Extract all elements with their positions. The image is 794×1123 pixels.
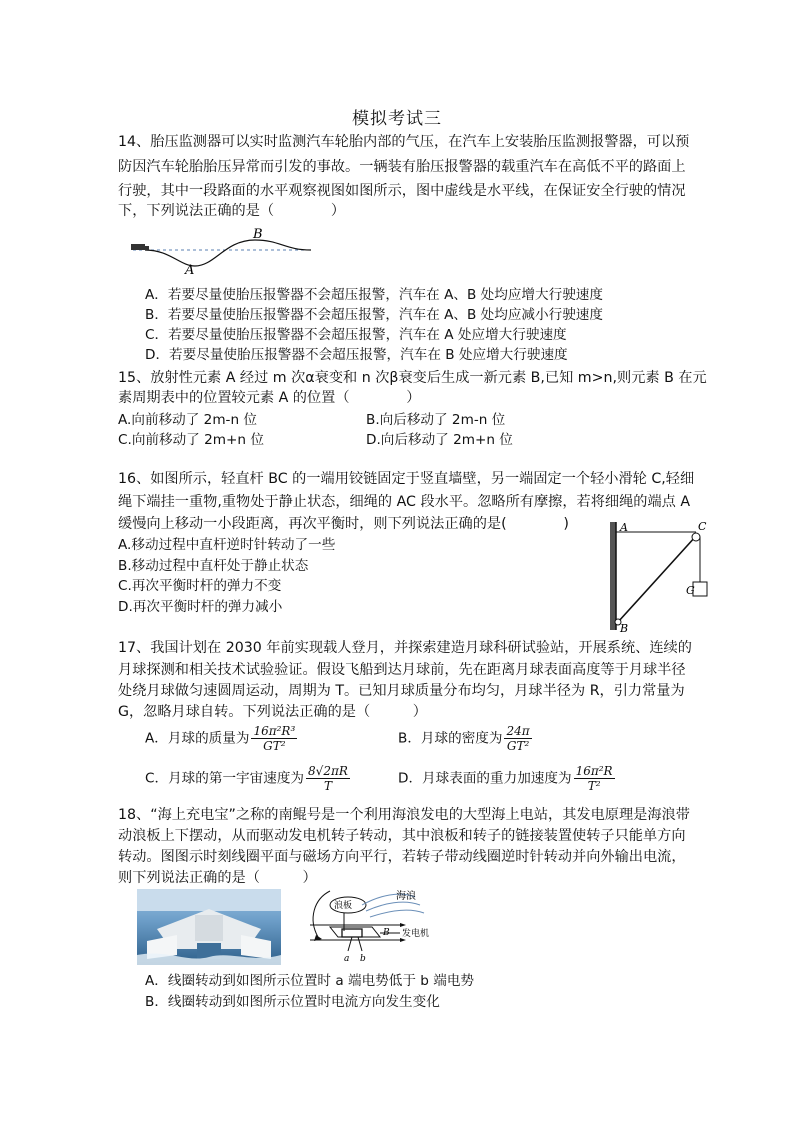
q17-option-a: A．月球的质量为 $\frac{\text{16π²R³}}{\text{GT²}}$ <box>145 724 296 753</box>
q16-option-d: D.再次平衡时杆的弹力减小 <box>118 599 283 615</box>
q17-option-c: C．月球的第一宇宙速度为 $\frac{8√2\pi R}{T}$ <box>145 764 348 793</box>
q14-line-1: 14、胎压监测器可以实时监测汽车轮胎内部的气压，在汽车上安装胎压监测报警器，可以预 <box>118 134 690 150</box>
q16-option-b: B.移动过程中直杆处于静止状态 <box>118 558 309 574</box>
q15-option-d: D.向后移动了 2m+n 位 <box>366 432 513 448</box>
svg-text:B: B <box>620 622 629 634</box>
q17-line-2: 月球探测和相关技术试验验证。假设飞船到达月球前，先在距离月球表面高度等于月球半径 <box>118 662 686 678</box>
q18-line-1: 18、“海上充电宝”之称的南鲲号是一个利用海浪发电的大型海上电站，其发电原理是海浪带 <box>118 807 690 823</box>
q18-line-2: 动浪板上下摆动，从而驱动发电机转子转动，其中浪板和转子的链接装置使转子只能单方向 <box>118 828 686 844</box>
svg-text:G: G <box>686 584 695 597</box>
svg-text:a: a <box>344 954 350 964</box>
weight-block <box>693 582 707 596</box>
q16-option-c: C.再次平衡时杆的弹力不变 <box>118 578 282 594</box>
q18-option-a: A．线圈转动到如图所示位置时 a 端电势低于 b 端电势 <box>145 973 475 989</box>
svg-text:B: B <box>383 928 390 938</box>
svg-text:b: b <box>360 954 366 964</box>
svg-text:C: C <box>698 520 707 533</box>
q18-line-4: 则下列说法正确的是（ ） <box>118 870 317 886</box>
q17-option-d: D．月球表面的重力加速度为 $\frac{\text{16π²R}}{\text{T²}}$ <box>398 764 613 793</box>
label-a: A <box>185 263 195 276</box>
q14-option-a: A．若要尽量使胎压报警器不会超压报警，汽车在 A、B 处均应增大行驶速度 <box>145 287 603 303</box>
svg-text:浪板: 浪板 <box>334 901 353 911</box>
rod-pulley-figure <box>598 518 748 634</box>
q15-option-c: C.向前移动了 2m+n 位 <box>118 432 264 448</box>
q14-option-c: C．若要尽量使胎压报警器不会超压报警，汽车在 A 处应增大行驶速度 <box>145 327 567 343</box>
q15-option-a: A.向前移动了 2m-n 位 <box>118 412 257 428</box>
power-station-photo <box>137 889 281 965</box>
q17-line-4: G，忽略月球自转。下列说法正确的是（ ） <box>118 704 427 720</box>
svg-text:A: A <box>620 521 628 534</box>
q17-line-3: 处绕月球做匀速圆周运动，周期为 T。已知月球质量分布均匀，月球半径为 R，引力常量为 <box>118 683 685 699</box>
q17-line-1: 17、我国计划在 2030 年前实现载人登月，并探索建造月球科研试验站，开展系统、连续的 <box>118 640 692 656</box>
q14-option-d: D．若要尽量使胎压报警器不会超压报警，汽车在 B 处应增大行驶速度 <box>145 347 568 363</box>
q14-option-b: B．若要尽量使胎压报警器不会超压报警，汽车在 A、B 处均应减小行驶速度 <box>145 307 603 323</box>
q18-line-3: 转动。图图示时刻线圈平面与磁场方向平行，若转子带动线圈逆时针转动并向外输出电流， <box>118 849 686 865</box>
coil-icon <box>342 929 362 937</box>
q14-line-3: 行驶，其中一段路面的水平观察视图如图所示，图中虚线是水平线，在保证安全行驶的情况 <box>118 183 686 199</box>
q16-line-1: 16、如图所示，轻直杆 BC 的一端用铰链固定于竖直墙壁，另一端固定一个轻小滑轮 C,轻细 <box>118 471 695 487</box>
truck-icon <box>131 244 145 250</box>
q15-line-2: 素周期表中的位置较元素 A 的位置（ ） <box>118 390 421 406</box>
page-title: 模拟考试三 <box>352 109 442 129</box>
q18-option-b: B．线圈转动到如图所示位置时电流方向发生变化 <box>145 994 440 1010</box>
q16-line-3: 缓慢向上移动一小段距离，再次平衡时，则下列说法正确的是( ) <box>118 516 569 532</box>
generator-diagram <box>300 885 450 967</box>
q14-line-4: 下，下列说法正确的是（ ） <box>118 203 346 219</box>
svg-text:海浪: 海浪 <box>396 891 416 902</box>
pulley-icon <box>692 533 700 541</box>
q16-line-2: 绳下端挂一重物,重物处于静止状态，细绳的 AC 段水平。忽略所有摩擦，若将细绳的端点 A <box>118 494 691 510</box>
q15-option-b: B.向后移动了 2m-n 位 <box>366 412 506 428</box>
q16-option-a: A.移动过程中直杆逆时针转动了一些 <box>118 537 336 553</box>
q15-line-1: 15、放射性元素 A 经过 m 次α衰变和 n 次β衰变后生成一新元素 B,已知 m>n,则元素 B 在元 <box>118 370 707 386</box>
road-figure <box>125 228 315 276</box>
svg-text:发电机: 发电机 <box>402 929 430 939</box>
q14-line-2: 防因汽车轮胎胎压异常而引发的事故。一辆装有胎压报警器的载重汽车在高低不平的路面上 <box>118 159 686 175</box>
label-b: B <box>253 228 263 242</box>
q17-option-b: B．月球的密度为 $\frac{24\pi}{\text{GT²}}$ <box>398 724 530 753</box>
